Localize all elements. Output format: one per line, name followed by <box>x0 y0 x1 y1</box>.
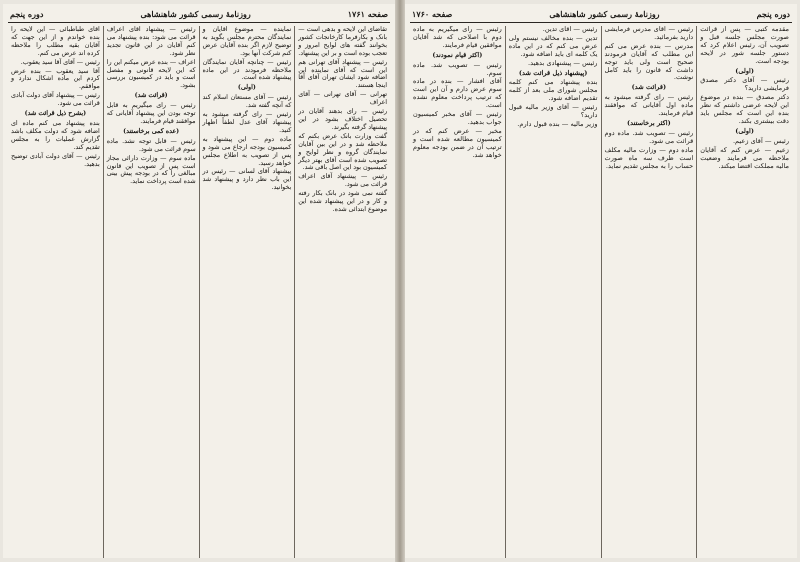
paragraph: بنده پیشنهاد می کنم ماده ای اضافه شود که دولت مکلف باشد گزارش عملیات را به مجلس تقدیم کند. <box>11 119 100 151</box>
section-heading: (اولی) <box>237 84 256 92</box>
left-page-title: روزنامهٔ رسمی کشور شاهنشاهی <box>140 9 251 19</box>
section-heading: (بشرح ذیل قرائت شد) <box>24 110 87 118</box>
paragraph: رئیس — پیشنهاد آقای دولت آبادی قرائت می شود. <box>11 92 100 108</box>
paragraph: تهرانی — آقای تهرانی — آقای اعراف <box>298 91 387 107</box>
left-page <box>3 4 395 558</box>
paragraph: گفته نمی شود در بانک بکار رفته و کار و در این پیشنهاد شده این موضوع ابتدائی شده. <box>298 190 387 213</box>
paragraph: رئیس — رای میگیریم به قابل توجه بودن این پیشنهاد آقایانی که موافقند قیام فرمایند. <box>106 102 196 125</box>
section-heading: (پیشنهاد ذیل قرائت شد) <box>518 68 588 77</box>
text-column <box>294 26 390 558</box>
text-column <box>8 26 103 558</box>
paragraph: تقاضای این لایحه و بدهی است — بانک و بکارفرما کارخانجات کشور بخوانند گفته های لوایح امروز و تعجب بوده است و بر این پیشنهاد. <box>298 26 387 57</box>
paragraph: اعراف — بنده عرض میکنم این را که این لایحه قانونی و مفصل است و باید در کمیسیون بررسی بشود. <box>106 58 196 90</box>
right-page-header <box>410 8 792 23</box>
paragraph: گفت وزارت بانک عرض بکنم که ملاحظه شد و در این بین آقایان نمایندگان گروه و نظر لوایح و تصویب شده است آقای بهتر دیگر کمیسیون بود این اصل باقی شد. <box>298 132 387 172</box>
paragraph: بنده پیشنهاد می کنم کلمه مجلس شورای ملی بعد از کلمه تقدیم اضافه شود. <box>508 78 598 103</box>
paragraph: رئیس — پیشنهاد آقای اعراف قرائت می شود. <box>298 173 387 189</box>
paragraph: رئیس — آقای آقا سید یعقوب. <box>20 58 100 66</box>
paragraph: رئیس — پیشنهاد آقای تهرانی هم این است که آقای نماینده این اضافه شود ایشان تهران آقای آقا اینجا هستند. <box>298 58 387 90</box>
paragraph: رئیس — رای گرفته میشود به پیشنهاد آقای عدل لطفاً اظهار کنید. <box>202 111 292 134</box>
text-column <box>410 26 505 558</box>
section-heading: (اکثر برخاستند) <box>627 118 671 127</box>
paragraph: وزیر مالیه — بنده قبول دارم. <box>517 119 598 128</box>
text-column <box>199 26 295 558</box>
paragraph: آقا سید یعقوب — بنده عرض کردم این ماده اشکال ندارد و موافقم. <box>11 67 100 91</box>
paragraph: رئیس — آقای دکتر مصدق فرمایشی دارید؟ <box>700 76 789 93</box>
text-column <box>103 26 199 558</box>
page-gutter <box>395 0 405 562</box>
paragraph: مخبر — عرض کنم که در کمیسیون مطالعه شده است و ترتیب آن در ضمن بودجه معلوم خواهد شد. <box>413 126 502 159</box>
left-page-session: دوره پنجم <box>10 9 44 19</box>
paragraph: رئیس — قابل توجه نشد. ماده سوم قرائت می شود. <box>106 137 196 153</box>
right-page-number: صفحه ۱۷۶۰ <box>412 9 453 19</box>
text-column <box>505 26 601 558</box>
paragraph: تدین — بنده مخالف نیستم ولی عرض می کنم که در این ماده یک کلمه ای باید اضافه شود. <box>508 33 598 58</box>
right-page-title: روزنامهٔ رسمی کشور شاهنشاهی <box>549 9 660 19</box>
paragraph: رئیس — رای گرفته میشود به ماده اول آقایانی که موافقند قیام فرمایند. <box>604 93 694 118</box>
paragraph: زعیم — عرض کنم که آقایان ملاحظه می فرمایند وضعیت مالیه مملکت اقتضا میکند. <box>700 145 789 170</box>
right-page <box>405 4 797 558</box>
paragraph: ماده سوم — وزارت دارائی مجاز است پس از تصویب این قانون مبالغی را که در بودجه پیش بینی شده است پرداخت نماید. <box>106 154 196 186</box>
paragraph: رئیس — رای میگیریم به ماده دوم با اصلاحی که شد آقایان موافقین قیام فرمایند. <box>413 26 502 49</box>
paragraph: رئیس — آقای دولت آبادی توضیح بدهید. <box>11 152 100 168</box>
section-heading: (اولی) <box>735 126 754 135</box>
right-page-session: دوره پنجم <box>756 9 790 19</box>
paragraph: رئیس — آقای مستعان اسلام کند که آنچه گفته شد. <box>202 94 292 110</box>
paragraph: رئیس — تصویب شد. ماده دوم قرائت می شود. <box>604 128 694 145</box>
paragraph: رئیس — آقای مدرس فرمایشی دارید بفرمائید. <box>604 26 694 41</box>
paragraph: رئیس — چنانچه آقایان نمایندگان ملاحظه فرمودند در این ماده پیشنهاد شده است. <box>202 58 292 82</box>
paragraph: ماده دوم — وزارت مالیه مکلف است ظرف سه ماه صورت حساب را به مجلس تقدیم نماید. <box>604 145 694 170</box>
paragraph: آقای طباطبائی — این لایحه را بنده خواندم و از این جهت که آقایان بقیه مطلب را ملاحظه کرده اند عرض می کنم. <box>11 26 100 57</box>
section-heading: (قرائت شد) <box>134 92 168 100</box>
paragraph: پیشنهاد آقای لسانی — رئیس در این باب نظر دارد و پیشنهاد شد بخوانید. <box>202 168 292 192</box>
paragraph: نماینده — موضوع آقایان و نمایندگان محترم مجلس بگوید به توضیح لازم اگر بنده آقایان عرض کنم شرکت آنها بود. <box>202 26 292 57</box>
paragraph: مقدمه کتبی — پس از قرائت صورت مجلس جلسه قبل و تصویب آن، رئیس اعلام کرد که دستور جلسه شور در لایحه بودجه است. <box>700 26 789 65</box>
paragraph: رئیس — آقای زعیم. <box>732 136 789 145</box>
paragraph: رئیس — آقای تدین. <box>542 26 598 33</box>
paragraph: رئیس — پیشنهادی بدهید. <box>528 58 598 67</box>
paragraph: ماده دوم — این پیشنهاد به کمیسیون بودجه ارجاع می شود و پس از تصویب به اطلاع مجلس خواهد رسید. <box>202 135 292 167</box>
left-page-header <box>8 8 390 23</box>
paragraph: رئیس — آقای وزیر مالیه قبول دارید؟ <box>508 103 598 120</box>
paragraph: مدرس — بنده عرض می کنم این مطلب که آقایان فرمودند صحیح است ولی باید توجه داشت که قانون را باید کامل نوشت. <box>604 41 694 82</box>
paragraph: رئیس — رای بدهند آقایان در تحصیل اختلاف بشود در این پیشنهاد گرفته بگیرند. <box>298 108 387 131</box>
text-column <box>696 26 792 558</box>
paragraph: دکتر مصدق — بنده در موضوع این لایحه عرضی داشتم که نظر بنده این است که مجلس باید دقت بیشتری بکند. <box>700 93 789 125</box>
section-heading: (قرائت شد) <box>631 83 667 92</box>
paragraph: رئیس — آقای مخبر کمیسیون جواب بدهید. <box>413 110 502 126</box>
right-page-columns <box>410 26 792 558</box>
paragraph: آقای افشار — بنده در ماده سوم عرض دارم و آن این است که ترتیب پرداخت معلوم نشده است. <box>413 77 502 110</box>
section-heading: (اولی) <box>735 66 754 75</box>
text-column <box>601 26 697 558</box>
paragraph: رئیس — تصویب شد. ماده سوم. <box>413 60 502 77</box>
left-page-number: صفحه ۱۷۶۱ <box>347 9 388 19</box>
section-heading: (عده کمی برخاستند) <box>123 127 180 135</box>
section-heading: (اکثر قیام نمودند) <box>432 50 483 59</box>
paragraph: رئیس — پیشنهاد آقای اعراف قرائت می شود: بنده پیشنهاد می کنم آقایان در این قانون تجدید نظر شود. <box>106 26 196 57</box>
left-page-columns <box>8 26 390 558</box>
